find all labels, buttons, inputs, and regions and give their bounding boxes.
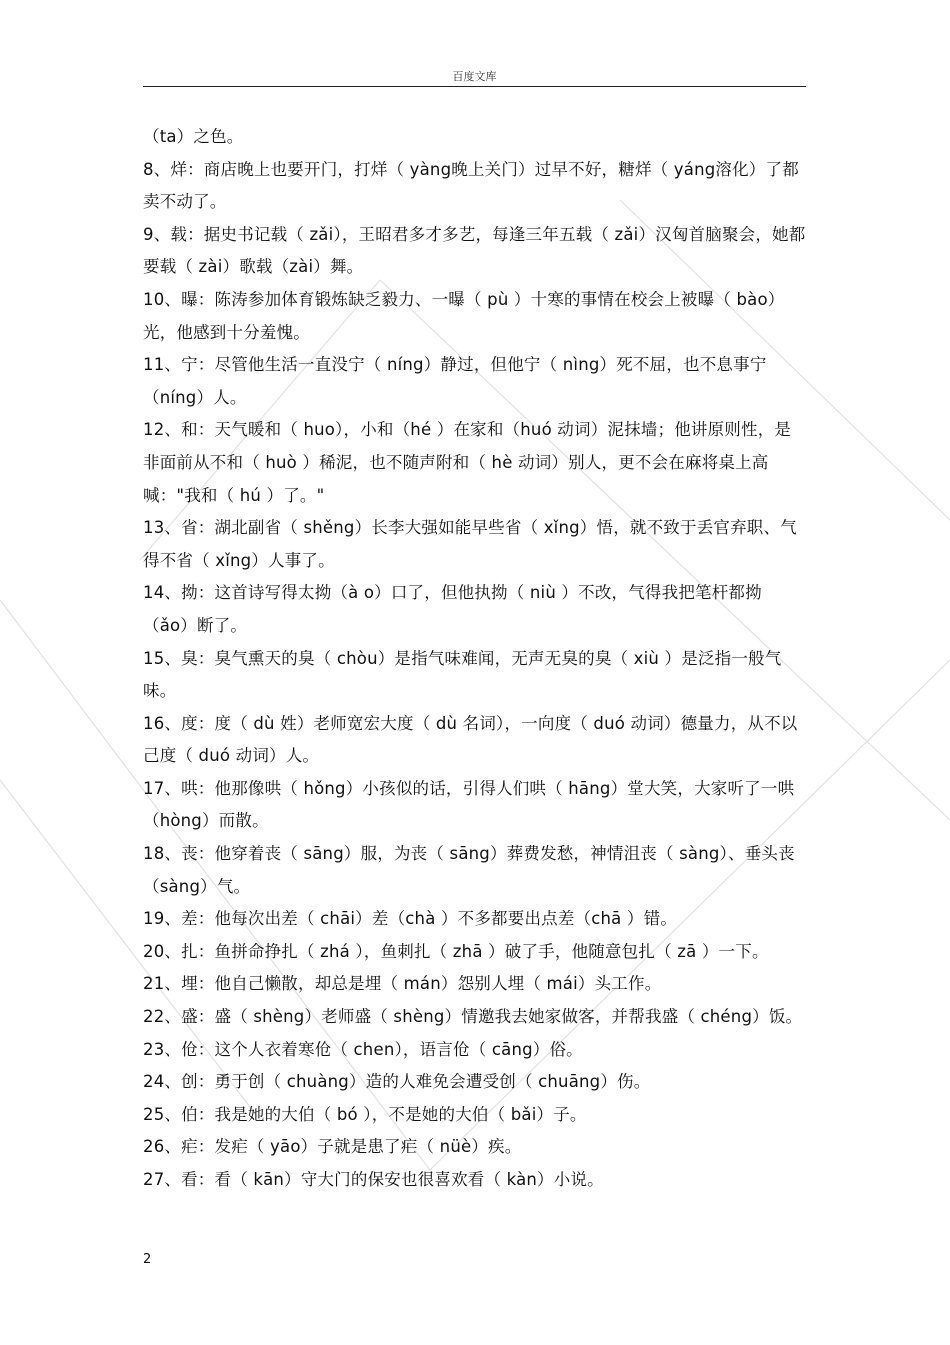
page-number: 2 [143, 1252, 152, 1267]
entry-12-he: 12、和：天气暖和（ huo），小和（hé ）在家和（huó 动词）泥抹墙；他讲原则性，是非面前从不和（ huò ）稀泥，也不随声附和（ hè 动词）别人，更不会在麻将桌上高喊："我和（ hú ）了。" [143, 420, 792, 505]
entry-20-zha: 20、扎：鱼拼命挣扎（ zhá ），鱼刺扎（ zhā ）破了手，他随意包扎（ zā ）一下。 [143, 941, 769, 961]
entry-14-ao: 14、拗：这首诗写得太拗（à o）口了，但他执拗（ niù ）不改，气得我把笔杆都拗（ǎo）断了。 [143, 583, 762, 635]
entry-23-cang: 23、伧：这个人衣着寒伧（ chen），语言伧（ cāng）俗。 [143, 1039, 583, 1059]
entry-26-nue: 26、疟：发疟（ yāo）子就是患了疟（ nüè）疾。 [143, 1137, 522, 1157]
page-header: 百度文库 [452, 70, 497, 83]
entry-19-cha: 19、差：他每次出差（ chāi）差（chà ）不多都要出点差（chā ）错。 [143, 909, 678, 929]
entry-17-hong: 17、哄：他那像哄（ hǒng）小孩似的话，引得人们哄（ hāng）堂大笑，大家听了一哄（hòng）而散。 [143, 778, 795, 831]
entry-27-kan: 27、看：看（ kān）守大门的保安也很喜欢看（ kàn）小说。 [143, 1170, 604, 1189]
paragraph-continuation: （ta）之色。 [143, 127, 244, 146]
entry-18-sang: 18、丧：他穿着丧（ sāng）服，为丧（ sāng）葬费发愁，神情沮丧（ sàng）、垂头丧（sàng）气。 [143, 844, 795, 896]
document-body [143, 121, 807, 1197]
header-rule [143, 86, 806, 87]
entry-13-sheng: 13、省：湖北副省（ shěng）长李大强如能早些省（ xǐng）悟，就不致于丢官弃职、气得不省（ xǐng）人事了。 [143, 518, 797, 570]
entry-10-pu: 10、曝：陈涛参加体育锻炼缺乏毅力、一曝（ pù ）十寒的事情在校会上被曝（ bào）光，他感到十分羞愧。 [143, 289, 785, 342]
entry-11-ning: 11、宁：尽管他生活一直没宁（ níng）静过，但他宁（ nìng）死不屈，也不息事宁（níng）人。 [143, 355, 767, 407]
entry-8-yang: 8、烊：商店晚上也要开门，打烊（ yàng晚上关门）过早不好，糖烊（ yáng溶化）了都卖不动了。 [143, 159, 799, 212]
entry-9-zai: 9、载：据史书记载（ zǎi），王昭君多才多艺，每逢三年五载（ zǎi）汉匈首脑聚会，她都要载（ zài）歌载（zài）舞。 [143, 224, 806, 277]
entry-15-chou: 15、臭：臭气熏天的臭（ chòu）是指气味难闻，无声无臭的臭（ xiù ）是泛指一般气味。 [143, 648, 782, 701]
entry-25-bo: 25、伯：我是她的大伯（ bó ），不是她的大伯（ bǎi）子。 [143, 1104, 587, 1124]
entry-16-du: 16、度：度（ dù 姓）老师宽宏大度（ dù 名词），一向度（ duó 动词）德量力，从不以己度（ duó 动词）人。 [143, 713, 798, 766]
entry-21-mai: 21、埋：他自己懒散，却总是埋（ mán）怨别人埋（ mái）头工作。 [143, 974, 662, 994]
entry-22-sheng: 22、盛：盛（ shèng）老师盛（ shèng）情邀我去她家做客，并帮我盛（ chéng）饭。 [143, 1007, 803, 1027]
entry-24-chuang: 24、创：勇于创（ chuàng）造的人难免会遭受创（ chuāng）伤。 [143, 1072, 651, 1092]
